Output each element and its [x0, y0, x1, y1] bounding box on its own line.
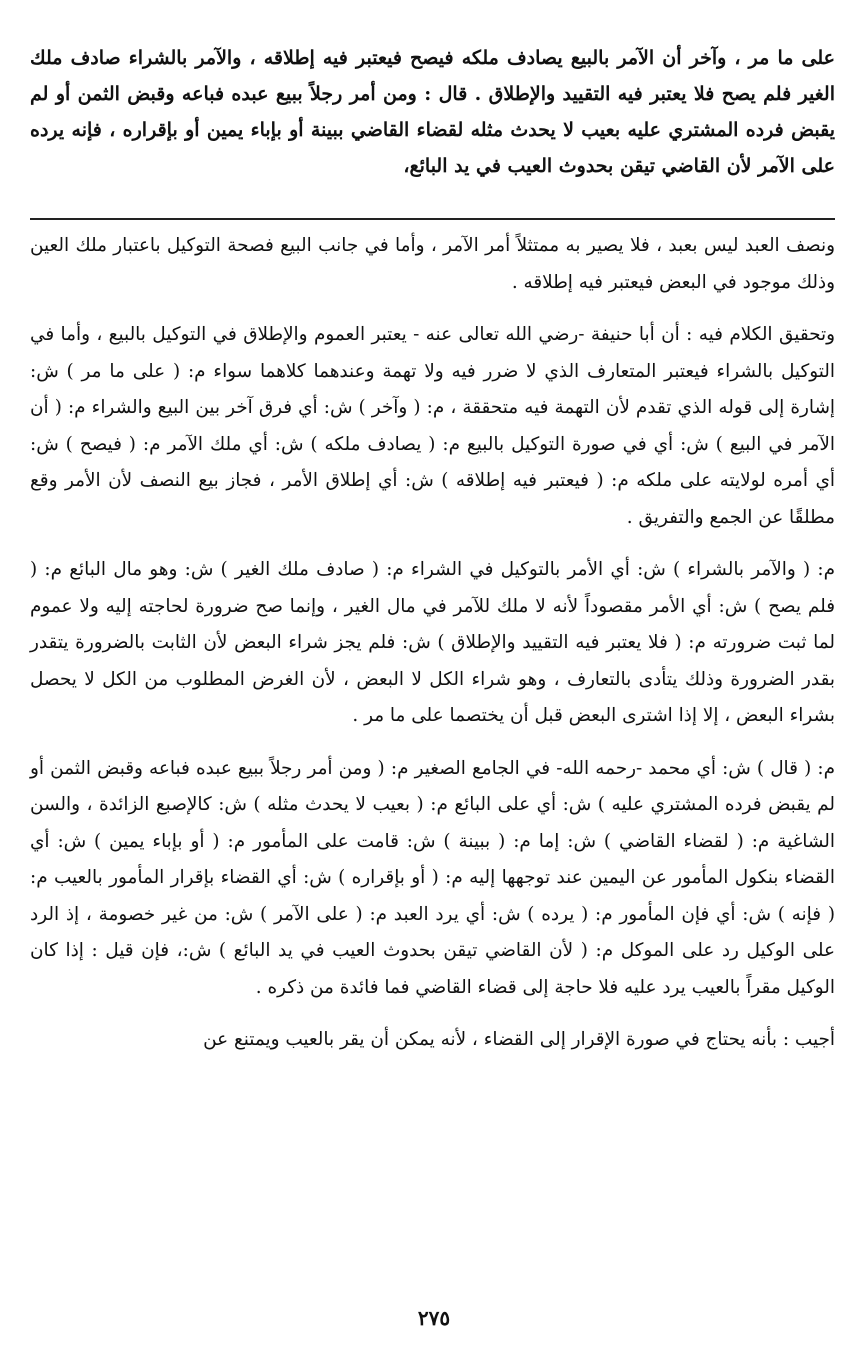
separator-line: [30, 218, 835, 220]
commentary-paragraph-3: م: ( والآمر بالشراء ) ش: أي الأمر بالتوكيل في الشراء م: ( صادف ملك الغير ) ش: وهو مال البائع م: ( فلم يصح ) ش: أي الأمر مقصوداً لأنه لا ملك للآمر في مال الغير ، وإنما صح ضرورة لحاجته إليه ولا عموم لما ثبت ضرورته م: ( فلا يعتبر فيه التقييد والإطلاق ) ش: فلم يجز شراء البعض لأن الثابت بالضرورة يتقدر بقدر الضرورة وذلك يتأدى بالتعارف ، وهو شراء الكل لا البعض ، لأن الغرض المطلوب من الكل لا يحصل بشراء البعض ، إلا إذا اشترى البعض قبل أن يختصما على ما مر .: [30, 559, 835, 726]
commentary-paragraph-4: م: ( قال ) ش: أي محمد -رحمه الله- في الجامع الصغير م: ( ومن أمر رجلاً ببيع عبده فباعه وقبض الثمن أو لم يقبض فرده المشتري عليه ) ش: أي على البائع م: ( بعيب لا يحدث مثله ) ش: كالإصبع الزائدة ، والسن الشاغية م: ( لقضاء القاضي ) ش: إما م: ( ببينة ) ش: قامت على المأمور م: ( أو بإباء يمين ) ش: أي القضاء بنكول المأمور عن اليمين عند توجهها إليه م: ( أو بإقراره ) ش: أي القضاء بإقرار المأمور بالعيب م: ( فإنه ) ش: أي فإن المأمور م: ( يرده ) ش: أي يرد العبد م: ( على الآمر ) ش: من غير خصومة ، إذ الرد على الوكيل رد على الموكل م: ( لأن القاضي تيقن بحدوث العيب في يد البائع ) ش:، فإن قيل : إذا كان الوكيل مقراً بالعيب يرد عليه فلا حاجة إلى قضاء القاضي فما فائدة من ذكره .: [30, 757, 835, 998]
page-number: ٢٧٥: [417, 1306, 451, 1330]
commentary-paragraph-1: ونصف العبد ليس بعبد ، فلا يصير به ممتثلاً أمر الآمر ، وأما في جانب البيع فصحة التوكيل باعتبار ملك العين وذلك موجود في البعض فيعتبر فيه إطلاقه .: [30, 235, 835, 293]
main-text-paragraph: على ما مر ، وآخر أن الآمر بالبيع يصادف ملكه فيصح فيعتبر فيه إطلاقه ، والآمر بالشراء صادف ملك الغير فلم يصح فلا يعتبر فيه التقييد والإطلاق . قال : ومن أمر رجلاً ببيع عبده فباعه وقبض الثمن أو لم يقبض فرده المشتري عليه بعيب لا يحدث مثله لقضاء القاضي ببينة أو بإباء يمين أو بإقراره ، فإنه يرده على الآمر لأن القاضي تيقن بحدوث العيب في يد البائع،: [30, 47, 835, 177]
commentary-paragraph-2: وتحقيق الكلام فيه : أن أبا حنيفة -رضي الله تعالى عنه - يعتبر العموم والإطلاق في التوكيل بالبيع ، وأما في التوكيل بالشراء فيعتبر المتعارف الذي لا ضرر فيه ولا تهمة وعندهما كلاهما سواء م: ( على ما مر ) ش: إشارة إلى قوله الذي تقدم لأن التهمة فيه متحققة ، م: ( وآخر ) ش: أي فرق آخر بين البيع والشراء م: ( أن الآمر في البيع ) ش: أي في صورة التوكيل بالبيع م: ( يصادف ملكه ) ش: أي ملك الآمر م: ( فيصح ) ش: أي أمره لولايته على ملكه م: ( فيعتبر فيه إطلاقه ) ش: أي إطلاق الأمر ، فجاز بيع النصف لأن الأمر وقع مطلقًا عن الجمع والتفريق .: [30, 324, 835, 528]
commentary-paragraph-5: أجيب : بأنه يحتاج في صورة الإقرار إلى القضاء ، لأنه يمكن أن يقر بالعيب ويمتنع عن: [203, 1029, 835, 1050]
page-body: [30, 40, 835, 1059]
